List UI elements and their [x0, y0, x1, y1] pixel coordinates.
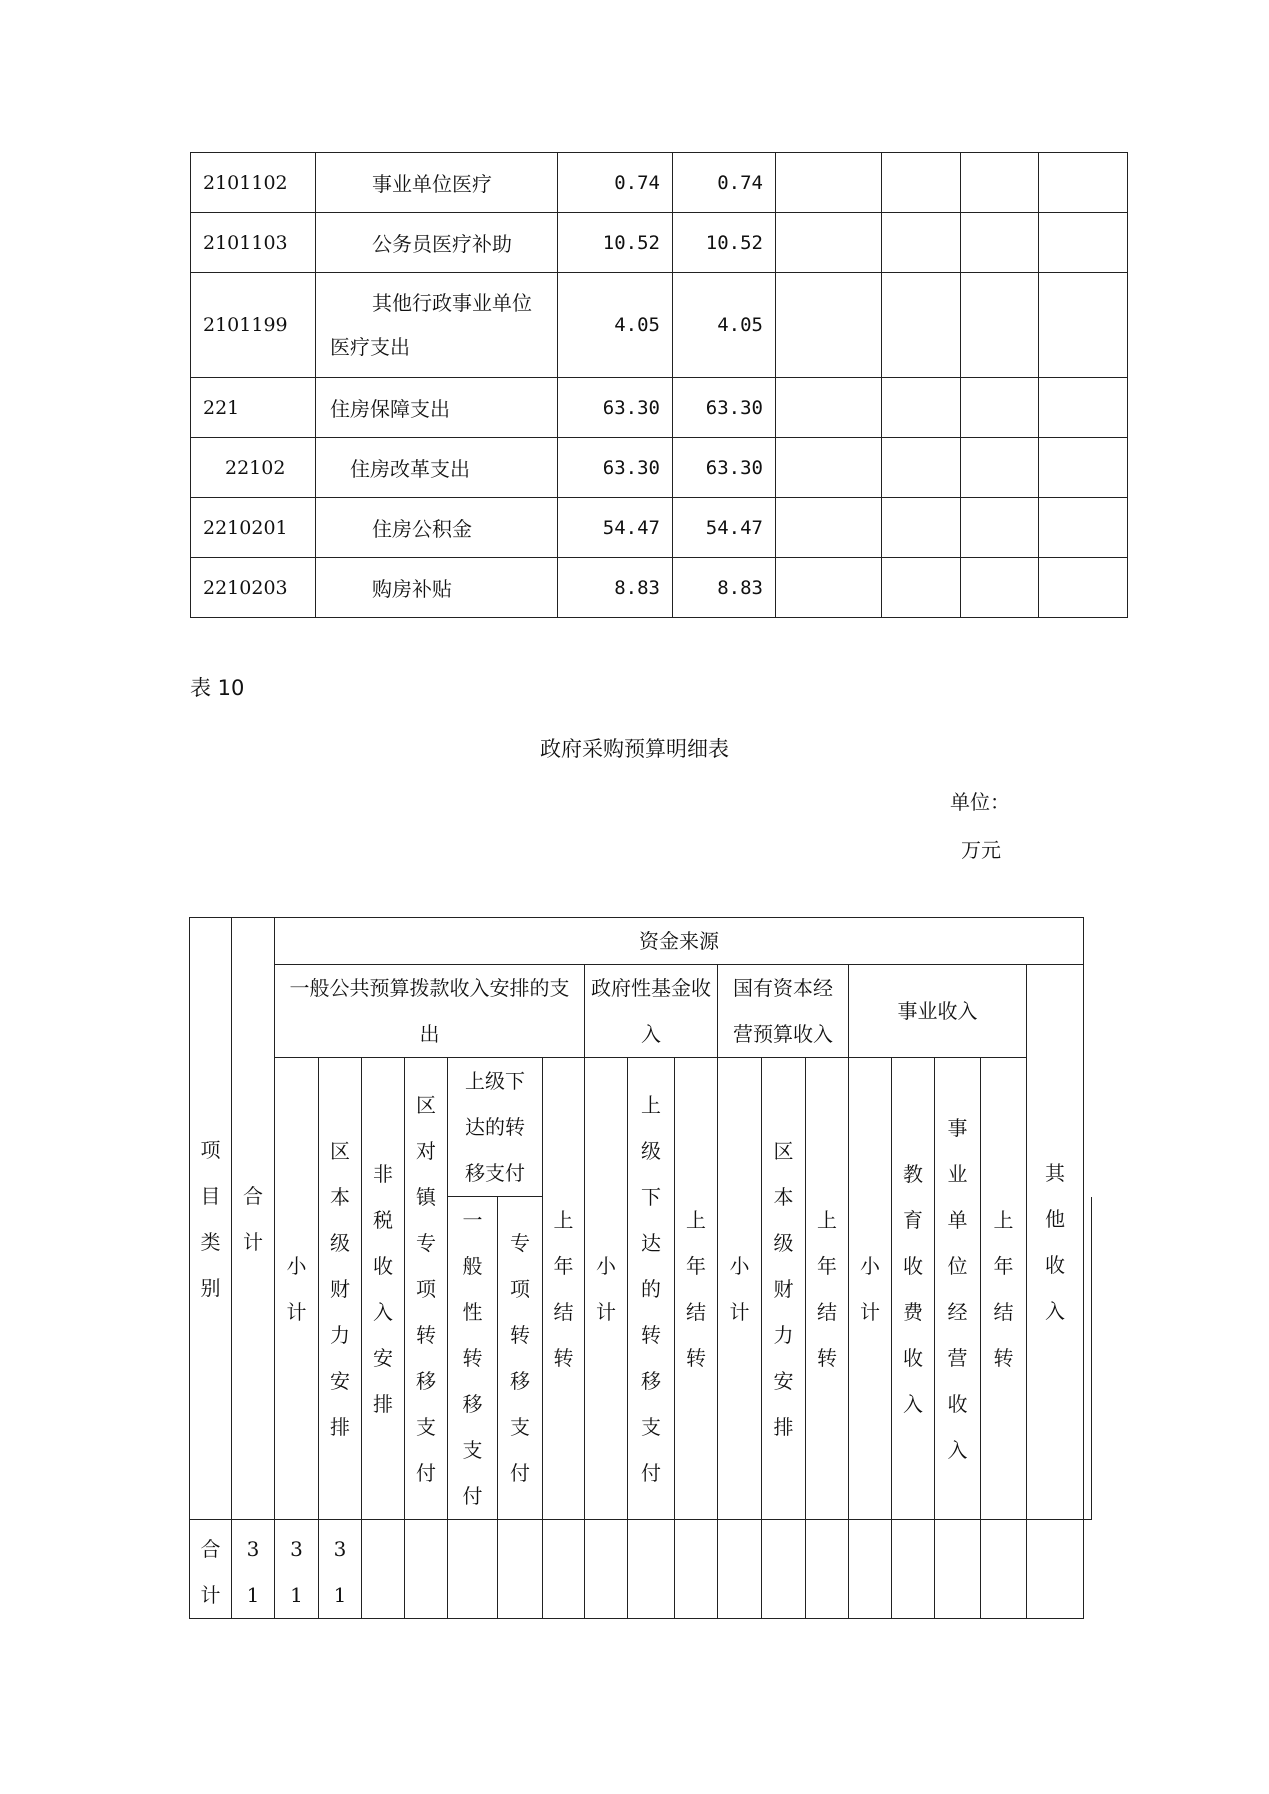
- empty-cell: [935, 1520, 981, 1619]
- amount-total: 10.52: [558, 213, 673, 273]
- header-carryover: 上年结转: [981, 1058, 1027, 1520]
- item-name: 公务员医疗补助: [316, 213, 558, 273]
- empty-cell: [882, 153, 961, 213]
- item-code: 22102: [191, 438, 316, 498]
- empty-cell: [1039, 213, 1128, 273]
- empty-cell: [882, 498, 961, 558]
- empty-cell: [961, 273, 1039, 378]
- empty-cell: [1039, 153, 1128, 213]
- empty-cell: [961, 558, 1039, 618]
- table-row: [191, 438, 1128, 498]
- empty-cell: [1027, 1520, 1084, 1619]
- empty-cell: [776, 213, 882, 273]
- empty-cell: [362, 1520, 405, 1619]
- header-subtotal: 小计: [275, 1058, 319, 1520]
- empty-cell: [776, 498, 882, 558]
- amount-basic: 54.47: [673, 498, 776, 558]
- amount-basic: 8.83: [673, 558, 776, 618]
- header-special-transfer: 专项转移支付: [498, 1197, 543, 1520]
- header-business-income: 事业收入: [849, 965, 1027, 1058]
- empty-cell: [882, 273, 961, 378]
- total-row-local: 31: [319, 1520, 362, 1619]
- unit-label: 单位：: [950, 790, 1010, 814]
- empty-cell: [718, 1520, 762, 1619]
- empty-cell: [776, 378, 882, 438]
- amount-total: 0.74: [558, 153, 673, 213]
- empty-cell: [961, 438, 1039, 498]
- amount-basic: 63.30: [673, 378, 776, 438]
- item-name: 其他行政事业单位医疗支出: [316, 273, 558, 378]
- total-row-subtotal: 31: [275, 1520, 319, 1619]
- header-local-finance: 区本级财力安排: [762, 1058, 806, 1520]
- header-government-fund: 政府性基金收入: [585, 965, 718, 1058]
- table-row: [191, 153, 1128, 213]
- empty-cell: [405, 1520, 448, 1619]
- item-code: 2210203: [191, 558, 316, 618]
- empty-cell: [1039, 438, 1128, 498]
- empty-cell: [1084, 1197, 1092, 1520]
- amount-total: 8.83: [558, 558, 673, 618]
- amount-total: 54.47: [558, 498, 673, 558]
- unit-value: 万元: [961, 838, 1001, 862]
- header-subtotal: 小计: [585, 1058, 628, 1520]
- item-name: 事业单位医疗: [316, 153, 558, 213]
- item-code: 2101102: [191, 153, 316, 213]
- empty-cell: [1039, 558, 1128, 618]
- item-name: 住房改革支出: [316, 438, 558, 498]
- amount-total: 4.05: [558, 273, 673, 378]
- item-name: 购房补贴: [316, 558, 558, 618]
- empty-cell: [981, 1520, 1027, 1619]
- item-code: 2101199: [191, 273, 316, 378]
- page-title: 政府采购预算明细表: [540, 737, 729, 761]
- empty-cell: [1039, 273, 1128, 378]
- table-row-total: [190, 1520, 1092, 1619]
- empty-cell: [849, 1520, 892, 1619]
- empty-cell: [448, 1520, 498, 1619]
- empty-cell: [961, 153, 1039, 213]
- empty-cell: [892, 1520, 935, 1619]
- header-carryover: 上年结转: [543, 1058, 585, 1520]
- expenditure-table-continued: [190, 152, 1128, 618]
- empty-cell: [882, 378, 961, 438]
- empty-cell: [961, 213, 1039, 273]
- header-town-transfer: 区对镇专项转移支付: [405, 1058, 448, 1520]
- empty-cell: [628, 1520, 675, 1619]
- empty-cell: [543, 1520, 585, 1619]
- empty-cell: [882, 438, 961, 498]
- header-general-budget: 一般公共预算拨款收入安排的支出: [275, 965, 585, 1058]
- table-row: [191, 273, 1128, 378]
- header-other-income: 其他收入: [1027, 965, 1084, 1520]
- empty-cell: [675, 1520, 718, 1619]
- header-local-finance: 区本级财力安排: [319, 1058, 362, 1520]
- table-number-label: 表 10: [190, 676, 245, 700]
- table-row: [191, 558, 1128, 618]
- header-education-fees: 教育收费收入: [892, 1058, 935, 1520]
- header-state-capital: 国有资本经营预算收入: [718, 965, 849, 1058]
- item-name: 住房公积金: [316, 498, 558, 558]
- table-row: [191, 378, 1128, 438]
- amount-basic: 63.30: [673, 438, 776, 498]
- table-row: [191, 213, 1128, 273]
- item-code: 2210201: [191, 498, 316, 558]
- amount-basic: 0.74: [673, 153, 776, 213]
- amount-basic: 4.05: [673, 273, 776, 378]
- empty-cell: [776, 438, 882, 498]
- header-funding-source: 资金来源: [275, 918, 1084, 965]
- header-general-transfer: 一般性转移支付: [448, 1197, 498, 1520]
- header-carryover: 上年结转: [675, 1058, 718, 1520]
- empty-cell: [882, 213, 961, 273]
- empty-cell: [776, 558, 882, 618]
- amount-basic: 10.52: [673, 213, 776, 273]
- total-row-label: 合计: [190, 1520, 232, 1619]
- header-carryover: 上年结转: [806, 1058, 849, 1520]
- total-row-total: 31: [232, 1520, 275, 1619]
- empty-cell: [961, 378, 1039, 438]
- item-code: 2101103: [191, 213, 316, 273]
- table-row: [191, 498, 1128, 558]
- empty-cell: [498, 1520, 543, 1619]
- header-subtotal: 小计: [718, 1058, 762, 1520]
- empty-cell: [1039, 378, 1128, 438]
- empty-cell: [1039, 498, 1128, 558]
- header-nontax: 非税收入安排: [362, 1058, 405, 1520]
- empty-cell: [762, 1520, 806, 1619]
- empty-cell: [585, 1520, 628, 1619]
- procurement-budget-table: [189, 917, 1092, 1619]
- amount-total: 63.30: [558, 438, 673, 498]
- item-code: 221: [191, 378, 316, 438]
- empty-cell: [806, 1520, 849, 1619]
- amount-total: 63.30: [558, 378, 673, 438]
- header-project-category: 项目类别: [190, 918, 232, 1520]
- header-total: 合计: [232, 918, 275, 1520]
- header-unit-operations: 事业单位经营收入: [935, 1058, 981, 1520]
- empty-cell: [776, 273, 882, 378]
- header-subtotal: 小计: [849, 1058, 892, 1520]
- empty-cell: [961, 498, 1039, 558]
- empty-cell: [776, 153, 882, 213]
- empty-cell: [882, 558, 961, 618]
- header-upper-transfer-fund: 上级下达的转移支付: [628, 1058, 675, 1520]
- item-name: 住房保障支出: [316, 378, 558, 438]
- header-upper-transfer: 上级下达的转移支付: [448, 1058, 543, 1197]
